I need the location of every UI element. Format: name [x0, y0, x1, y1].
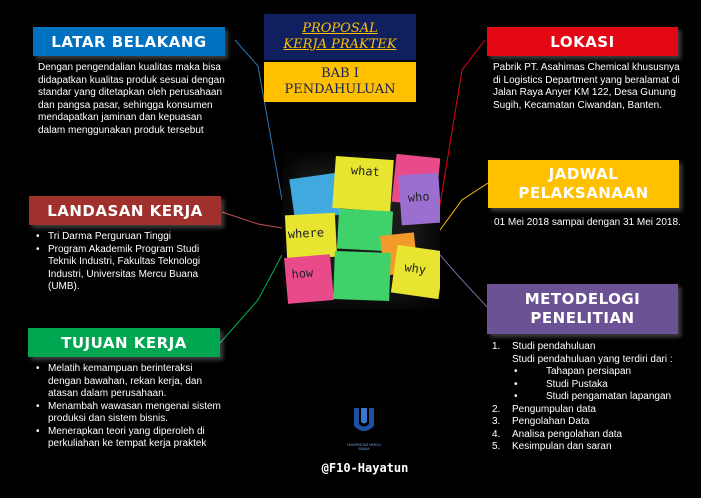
note-word-why: why — [403, 260, 428, 278]
step-desc-text: Studi pendahuluan yang terdiri dari : — [512, 353, 673, 365]
note-word-what: what — [350, 163, 381, 180]
sub-item: • Tahapan persiapan — [526, 366, 688, 379]
note-green-2 — [333, 251, 391, 301]
connector-landasan — [222, 212, 282, 228]
step-label: Pengumpulan data — [512, 403, 596, 415]
logo-emblem-icon — [346, 404, 382, 438]
metodologi-heading-line2: PENELITIAN — [530, 309, 635, 327]
tujuan-item: • Menambah wawasan mengenai sistem produksi dan sistem bisnis. — [48, 401, 224, 426]
jadwal-heading-line2: PELAKSANAAN — [518, 184, 649, 202]
step-label: Studi pendahuluan — [512, 341, 596, 352]
tujuan-kerja-heading — [28, 328, 220, 357]
latar-belakang-heading-text: LATAR BELAKANG — [51, 32, 207, 51]
landasan-kerja-heading-text: LANDASAN KERJA — [47, 201, 203, 220]
metodologi-step — [492, 341, 688, 404]
step-number: 2. — [492, 403, 501, 415]
step-label: Kesimpulan dan saran — [512, 441, 612, 452]
step-description — [512, 354, 688, 367]
latar-belakang-heading — [33, 27, 225, 56]
author-credit: @F10-Hayatun — [321, 461, 409, 475]
tujuan-item: • Menerapkan teori yang diperoleh di perkuliahan ke tempat kerja praktek — [48, 426, 224, 451]
note-yellow — [332, 156, 393, 212]
title-line2: KERJA PRAKTEK — [283, 37, 397, 52]
metodologi-step — [492, 416, 688, 429]
title-box-top — [264, 14, 416, 60]
metodologi-heading-line1: METODELOGI — [524, 290, 641, 308]
step-number: 5. — [492, 441, 501, 452]
note-yellow-2 — [285, 213, 337, 260]
chapter-line2: PENDAHULUAN — [284, 82, 396, 97]
connector-lokasi — [440, 40, 485, 205]
lokasi-text: Pabrik PT. Asahimas Chemical khususnya di Logistics Department yang beralamat di Jalan Raya Anyer KM 122, Desa Gunung Sugih, Kecamatan Ciwandan, Banten. — [493, 62, 680, 111]
connector-jadwal — [440, 183, 488, 230]
university-logo — [346, 404, 382, 456]
step-label: Analisa pengolahan data — [512, 428, 623, 440]
note-word-where: where — [287, 225, 325, 242]
lokasi-heading — [487, 27, 678, 56]
landasan-item: • Program Akademik Program Studi Teknik Industri, Fakultas Teknologi Industri, Universitas Mercu Buana (UMB). — [48, 244, 224, 294]
metodologi-step — [492, 404, 688, 417]
landasan-kerja-list — [34, 231, 224, 294]
step-number: 3. — [492, 416, 501, 427]
sticky-notes-image — [282, 152, 440, 310]
tujuan-item: • Melatih kemampuan berinteraksi dengan bawahan, rekan kerja, dan atasan dalam perusahaan. — [48, 363, 224, 401]
sub-item: • Studi Pustaka — [526, 379, 688, 392]
note-yellow-3 — [391, 245, 440, 299]
metodologi-step — [492, 429, 688, 442]
jadwal-heading — [488, 160, 679, 208]
chapter-line1: BAB I — [321, 66, 359, 81]
sub-item: • Studi pengamatan lapangan — [526, 391, 688, 404]
landasan-kerja-heading — [29, 196, 221, 225]
note-pink-2 — [284, 254, 334, 304]
step-label: Pengolahan Data — [512, 416, 590, 427]
step-number: 1. — [492, 341, 501, 352]
metodologi-step — [492, 441, 688, 454]
latar-belakang-text: Dengan pengendalian kualitas maka bisa didapatkan kualitas produk sesuai dengan standar yang ditetapkan oleh perusahaan dan pangsa pasar, sehingga konsumen mendapatkan jaminan dan kepuasan dalam menggunakan produk tersebut — [38, 62, 225, 136]
note-word-who: who — [407, 189, 431, 205]
title-line1: PROPOSAL — [302, 21, 378, 36]
connector-metodologi — [440, 255, 488, 308]
metodologi-list — [492, 341, 688, 454]
tujuan-kerja-list — [34, 363, 224, 451]
note-purple — [398, 173, 440, 226]
metodologi-heading — [487, 284, 678, 334]
connector-tujuan — [220, 255, 282, 343]
jadwal-heading-line1: JADWAL — [548, 165, 619, 183]
jadwal-text: 01 Mei 2018 sampai dengan 31 Mei 2018. — [494, 217, 681, 228]
landasan-item: • Tri Darma Perguruan Tinggi — [48, 231, 224, 244]
logo-text: UNIVERSITAS MERCU BUANA — [347, 443, 381, 451]
lokasi-heading-text: LOKASI — [550, 32, 615, 51]
note-word-how: how — [290, 265, 314, 282]
tujuan-kerja-heading-text: TUJUAN KERJA — [61, 333, 187, 352]
title-box-bottom — [264, 62, 416, 102]
step-number: 4. — [492, 428, 501, 440]
